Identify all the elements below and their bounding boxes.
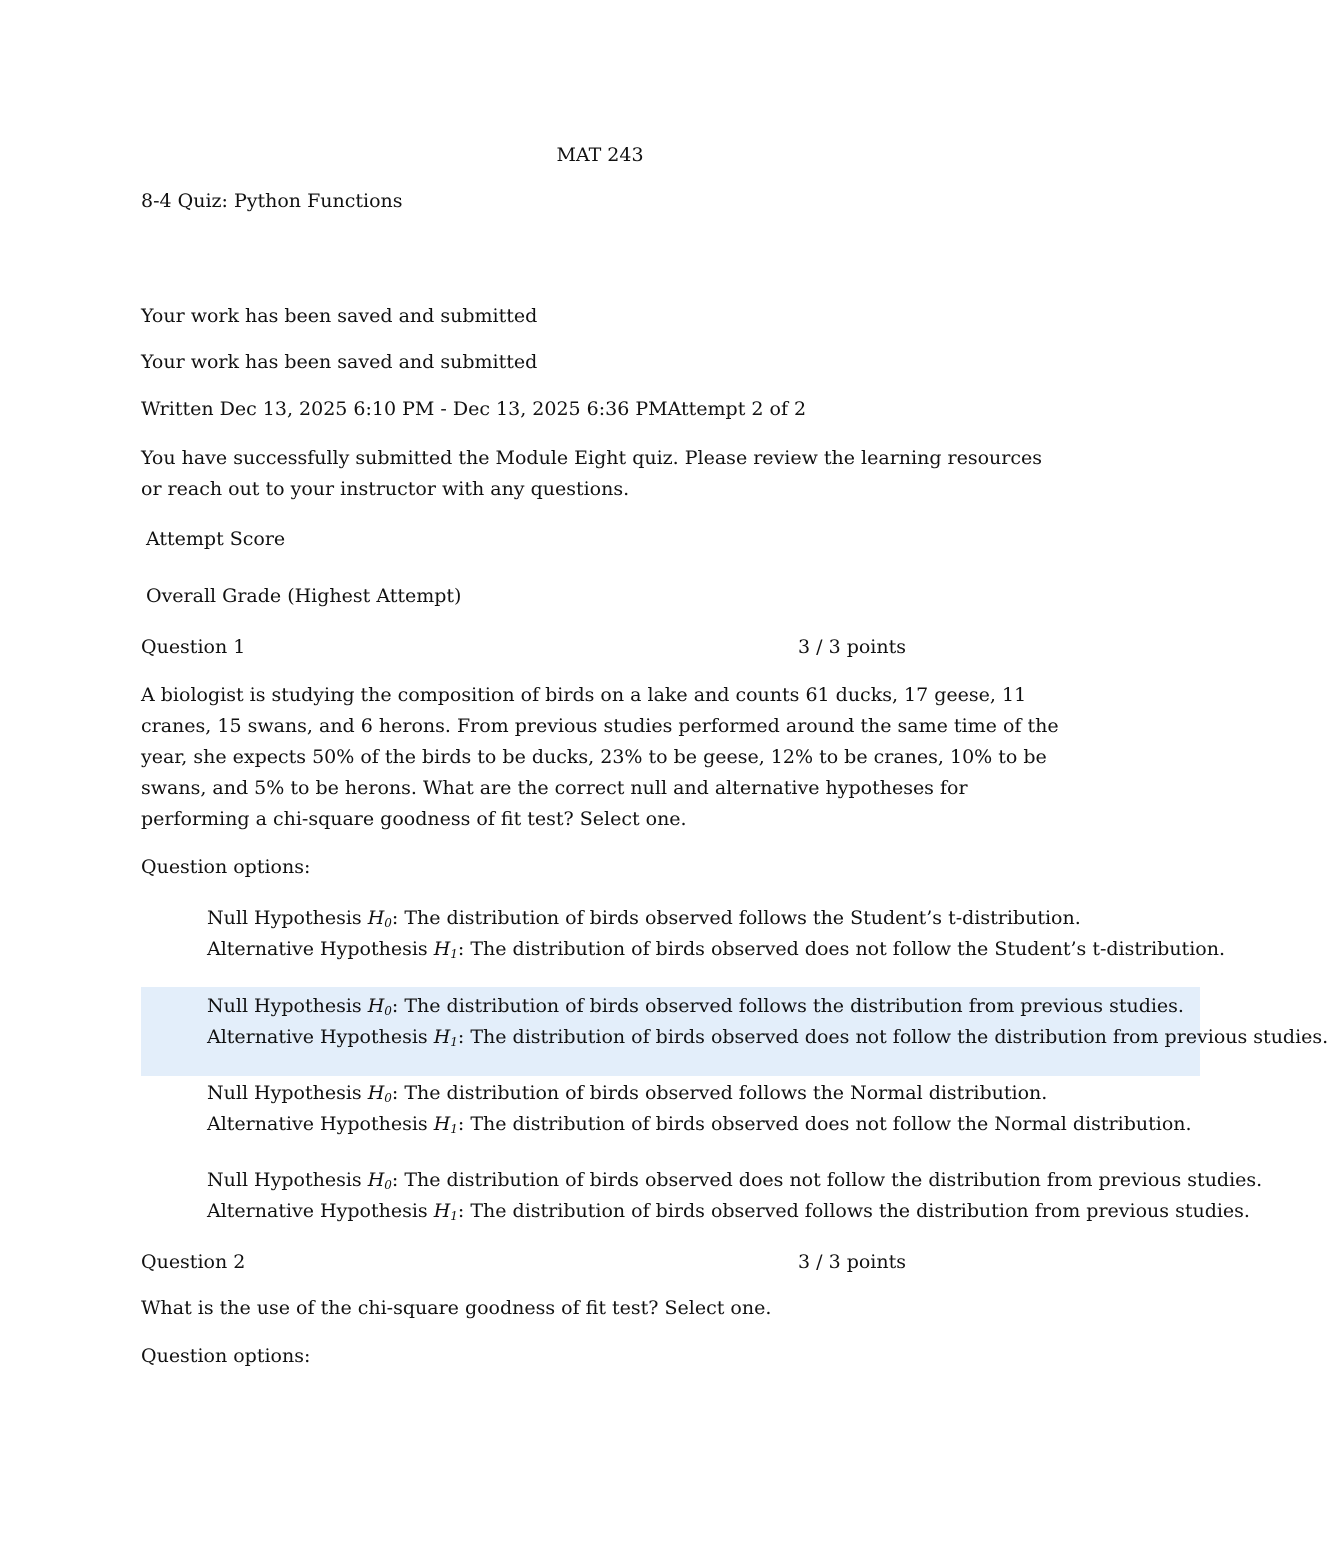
- option-alternative-hypothesis: Alternative Hypothesis $H_1$: The distribution of birds observed follows the distribution from previous studies.: [207, 1200, 1250, 1223]
- question-1-score: 3 / 3 points: [798, 636, 906, 658]
- option-null-hypothesis: Null Hypothesis $H_0$: The distribution of birds observed follows the distribution from previous studies.: [207, 995, 1184, 1018]
- question-2-text: What is the use of the chi-square goodness of fit test? Select one.: [141, 1297, 772, 1319]
- course-title: MAT 243: [556, 144, 644, 166]
- written-timestamp: Written Dec 13, 2025 6:10 PM - Dec 13, 2025 6:36 PMAttempt 2 of 2: [141, 398, 807, 420]
- question-1-options-label: Question options:: [141, 856, 311, 878]
- question-2-label: Question 2: [141, 1251, 246, 1273]
- question-2-score: 3 / 3 points: [798, 1251, 906, 1273]
- question-1-label: Question 1: [141, 636, 246, 658]
- saved-message-1: Your work has been saved and submitted: [141, 305, 538, 327]
- attempt-score-label: Attempt Score: [146, 528, 286, 550]
- question-2-options-label: Question options:: [141, 1345, 311, 1367]
- quiz-title: 8-4 Quiz: Python Functions: [141, 190, 403, 212]
- success-message: You have successfully submitted the Module Eight quiz. Please review the learning resources or reach out to your instructor with any questions.: [141, 447, 1043, 500]
- option-alternative-hypothesis: Alternative Hypothesis $H_1$: The distribution of birds observed does not follow the distribution from previous studies.: [207, 1026, 1328, 1049]
- option-null-hypothesis: Null Hypothesis $H_0$: The distribution of birds observed does not follow the distribution from previous studies.: [207, 1169, 1263, 1192]
- saved-message-2: Your work has been saved and submitted: [141, 351, 538, 373]
- option-alternative-hypothesis: Alternative Hypothesis $H_1$: The distribution of birds observed does not follow the Student’s t-distribution.: [207, 938, 1225, 961]
- option-null-hypothesis: Null Hypothesis $H_0$: The distribution of birds observed follows the Student’s t-distribution.: [207, 907, 1081, 930]
- question-1-text: A biologist is studying the composition of birds on a lake and counts 61 ducks, 17 geese, 11 cranes, 15 swans, and 6 herons. From previous studies performed around the same time of the year, she expects 50% of the birds to be ducks, 23% to be geese, 12% to be cranes, 10% to be swans, and 5% to be herons. What are the correct null and alternative hypotheses for performing a chi-square goodness of fit test? Select one.: [141, 684, 1059, 830]
- option-alternative-hypothesis: Alternative Hypothesis $H_1$: The distribution of birds observed does not follow the Normal distribution.: [207, 1113, 1192, 1136]
- option-null-hypothesis: Null Hypothesis $H_0$: The distribution of birds observed follows the Normal distribution.: [207, 1082, 1048, 1105]
- overall-grade-label: Overall Grade (Highest Attempt): [146, 585, 462, 607]
